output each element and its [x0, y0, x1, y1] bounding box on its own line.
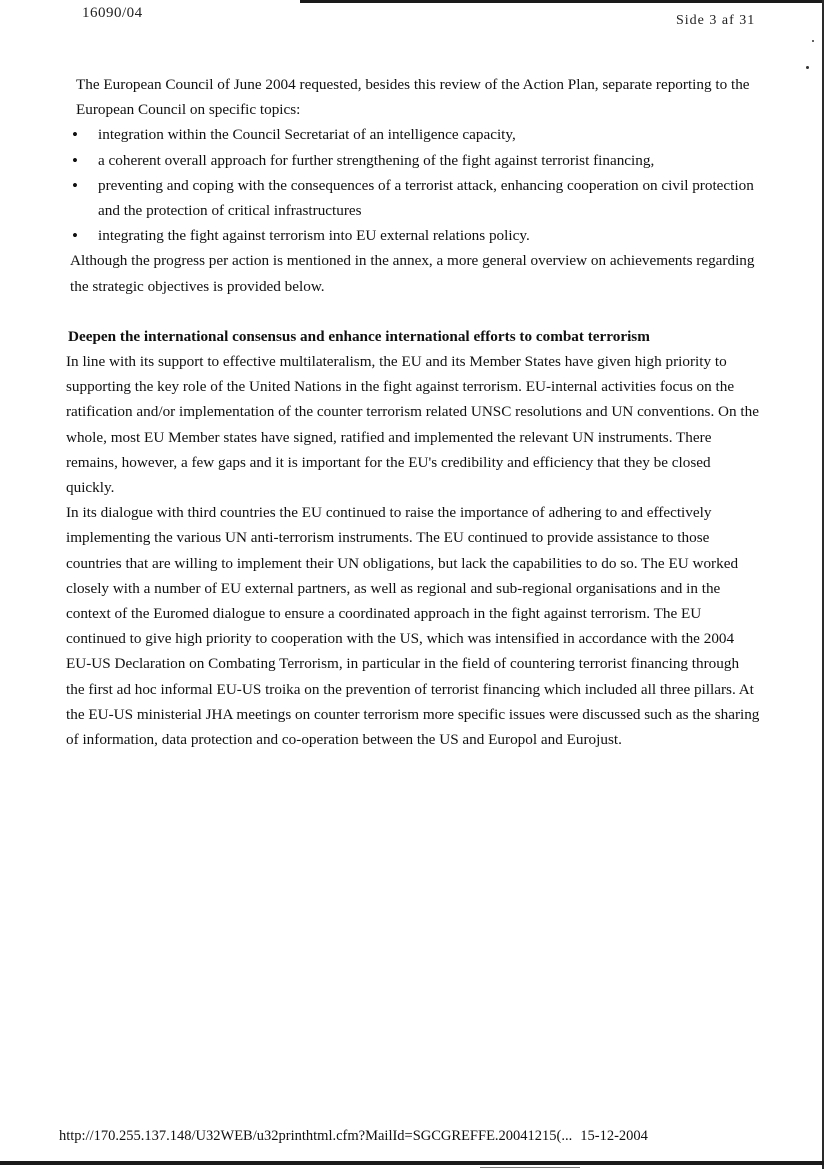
list-item: • a coherent overall approach for further strengthening of the fight against terrorist financing, — [72, 148, 760, 173]
page-number: Side 3 af 31 — [676, 13, 756, 28]
print-footer — [59, 1128, 648, 1145]
bottom-border-line — [0, 1161, 824, 1165]
topic-list — [60, 122, 760, 248]
section-spacer — [60, 299, 760, 324]
intro-paragraph: The European Council of June 2004 requested, besides this review of the Action Plan, separate reporting to the European Council on specific topics: — [76, 76, 750, 119]
scan-speck-icon — [812, 40, 814, 42]
document-body — [60, 72, 760, 752]
top-border-line — [300, 0, 824, 3]
footer-date: 15-12-2004 — [580, 1128, 648, 1144]
overview-paragraph: Although the progress per action is mentioned in the annex, a more general overview on achievements regarding the strategic objectives is provided below. — [70, 252, 755, 295]
bottom-faint-line — [480, 1167, 580, 1168]
list-item: • preventing and coping with the consequences of a terrorist attack, enhancing cooperation on civil protection and the protection of critical infrastructures — [72, 173, 760, 223]
list-item: • integration within the Council Secretariat of an intelligence capacity, — [72, 122, 760, 147]
document-id: 16090/04 — [82, 5, 143, 21]
body-paragraph: In its dialogue with third countries the EU continued to raise the importance of adhering to and effectively implementing the various UN anti-terrorism instruments. The EU continued to provide assistance to those countries that are willing to implement their UN obligations, but lack the capabilities to do so. The EU worked closely with a number of EU external partners, as well as regional and sub-regional organisations and in the context of the Euromed dialogue to ensure a coordinated approach in the fight against terrorism. The EU continued to give high priority to cooperation with the US, which was intensified in accordance with the 2004 EU-US Declaration on Combating Terrorism, in particular in the field of countering terrorist financing through the first ad hoc informal EU-US troika on the prevention of terrorist financing which included all three pillars. At the EU-US ministerial JHA meetings on counter terrorism more specific issues were discussed such as the sharing of information, data protection and co-operation between the US and Europol and Eurojust. — [66, 504, 760, 749]
list-item: • integrating the fight against terrorism into EU external relations policy. — [72, 223, 760, 248]
footer-url: http://170.255.137.148/U32WEB/u32printhtml.cfm?MailId=SGCGREFFE.20041215(... — [59, 1128, 573, 1144]
section-heading: Deepen the international consensus and enhance international efforts to combat terrorism — [68, 327, 650, 345]
scan-speck-icon — [806, 66, 809, 69]
body-paragraph: In line with its support to effective multilateralism, the EU and its Member States have given high priority to supporting the key role of the United Nations in the fight against terrorism. EU-internal activities focus on the ratification and/or implementation of the counter terrorism related UNSC resolutions and UN conventions. On the whole, most EU Member states have signed, ratified and implemented the relevant UN instruments. There remains, however, a few gaps and it is important for the EU's credibility and efficiency that they be closed quickly. — [66, 353, 759, 497]
